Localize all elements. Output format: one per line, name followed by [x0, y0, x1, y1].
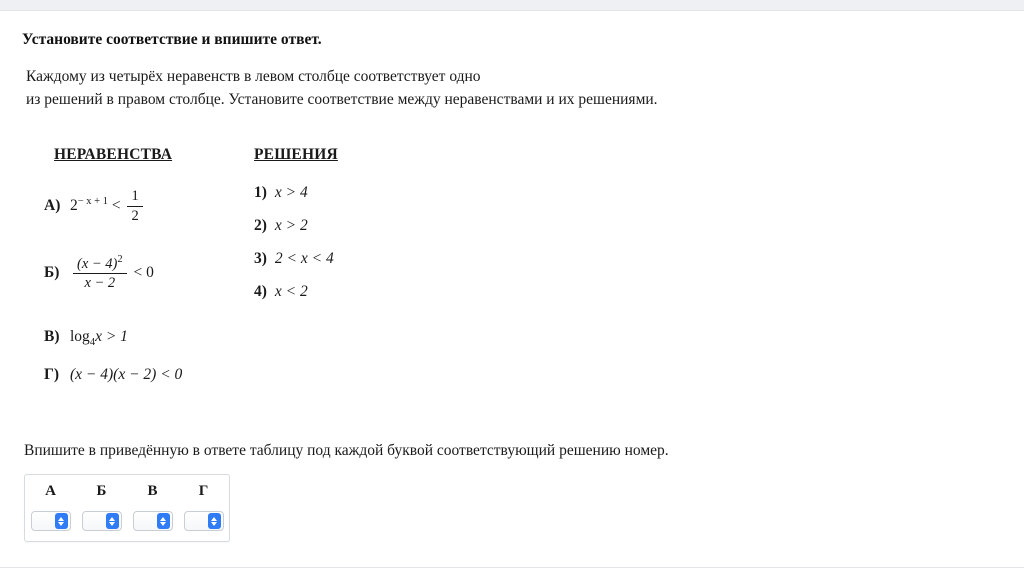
log-base-v: 4	[89, 336, 96, 348]
solution-number-1: 1)	[254, 183, 267, 201]
task-intro	[26, 65, 1002, 112]
matching-columns	[22, 146, 1002, 436]
answer-cell-b	[76, 506, 127, 542]
expr-relation-b: < 0	[133, 263, 154, 281]
log-argument-v: x > 1	[95, 327, 128, 345]
stepper-arrows-icon-b[interactable]	[106, 513, 119, 529]
fraction-numerator-a: 1	[127, 188, 142, 207]
fraction-numerator-exponent-b: 2	[117, 253, 123, 265]
answer-column-header-g: Г	[198, 482, 209, 499]
answer-column-header-v: В	[147, 482, 158, 499]
answer-table	[25, 475, 229, 542]
answer-column-header-b: Б	[96, 482, 107, 499]
column-header-inequalities: НЕРАВЕНСТВА	[54, 145, 173, 163]
page-bottom-divider	[0, 567, 1024, 568]
answer-table-input-row	[25, 506, 229, 542]
inequality-expression-g: (x − 4)(x − 2) < 0	[70, 365, 183, 383]
answer-table-header-row	[25, 475, 229, 506]
task-intro-line-2: из решений в правом столбце. Установите соответствие между неравенствами и их решениями.	[26, 91, 658, 109]
stepper-arrows-icon-v[interactable]	[157, 513, 170, 529]
inequality-expression-b	[70, 254, 154, 293]
stepper-arrows-icon-a[interactable]	[55, 513, 68, 529]
solution-item-3	[254, 250, 334, 268]
inequality-expression-a	[70, 188, 146, 225]
solution-item-2	[254, 217, 308, 235]
stepper-arrows-icon-g[interactable]	[208, 513, 221, 529]
inequality-label-b: Б)	[44, 263, 60, 281]
page-title: Установите соответствие и впишите ответ.	[22, 31, 322, 48]
answer-column-header-a: А	[45, 482, 56, 499]
solution-text-2: x > 2	[274, 216, 308, 234]
answer-stepper-g[interactable]	[184, 511, 224, 531]
task-page	[0, 11, 1024, 542]
answer-cell-g	[178, 506, 229, 542]
solution-text-1: x > 4	[274, 183, 308, 201]
solution-text-4: x < 2	[274, 282, 308, 300]
answer-table-container	[24, 474, 230, 543]
column-header-solutions: РЕШЕНИЯ	[254, 145, 338, 163]
answer-instruction: Впишите в приведённую в ответе таблицу под каждой буквой соответствующий решению номер.	[24, 441, 669, 459]
answer-stepper-a[interactable]	[31, 511, 71, 531]
inequality-item-a	[44, 188, 146, 225]
fraction-b	[73, 254, 127, 293]
solution-text-3: 2 < x < 4	[274, 249, 334, 267]
inequality-item-v	[44, 328, 128, 348]
solution-number-2: 2)	[254, 216, 267, 234]
fraction-denominator-b: x − 2	[84, 275, 116, 292]
solution-item-1	[254, 184, 308, 202]
fraction-denominator-a: 2	[131, 207, 139, 224]
inequality-label-g: Г)	[44, 365, 60, 383]
solution-item-4	[254, 283, 308, 301]
fraction-numerator-text-b: (x − 4)	[77, 255, 118, 272]
answer-stepper-b[interactable]	[82, 511, 122, 531]
inequality-label-v: В)	[44, 327, 60, 345]
solution-number-4: 4)	[254, 282, 267, 300]
log-word-v: log	[70, 327, 90, 345]
fraction-numerator-b	[73, 254, 127, 275]
task-intro-line-1: Каждому из четырёх неравенств в левом столбце соответствует одно	[26, 68, 481, 85]
answer-cell-v	[127, 506, 178, 542]
expr-base-a: 2	[70, 196, 78, 214]
expr-relation-a: <	[111, 196, 121, 214]
inequality-label-a: А)	[44, 197, 61, 214]
inequality-item-g	[44, 366, 182, 384]
fraction-a	[127, 188, 142, 225]
inequality-expression-v	[70, 328, 128, 348]
inequality-item-b	[44, 254, 154, 293]
answer-stepper-v[interactable]	[133, 511, 173, 531]
answer-cell-a	[25, 506, 76, 542]
window-top-bar	[0, 0, 1024, 11]
expr-exponent-a: − x + 1	[77, 195, 108, 207]
solution-number-3: 3)	[254, 249, 267, 267]
